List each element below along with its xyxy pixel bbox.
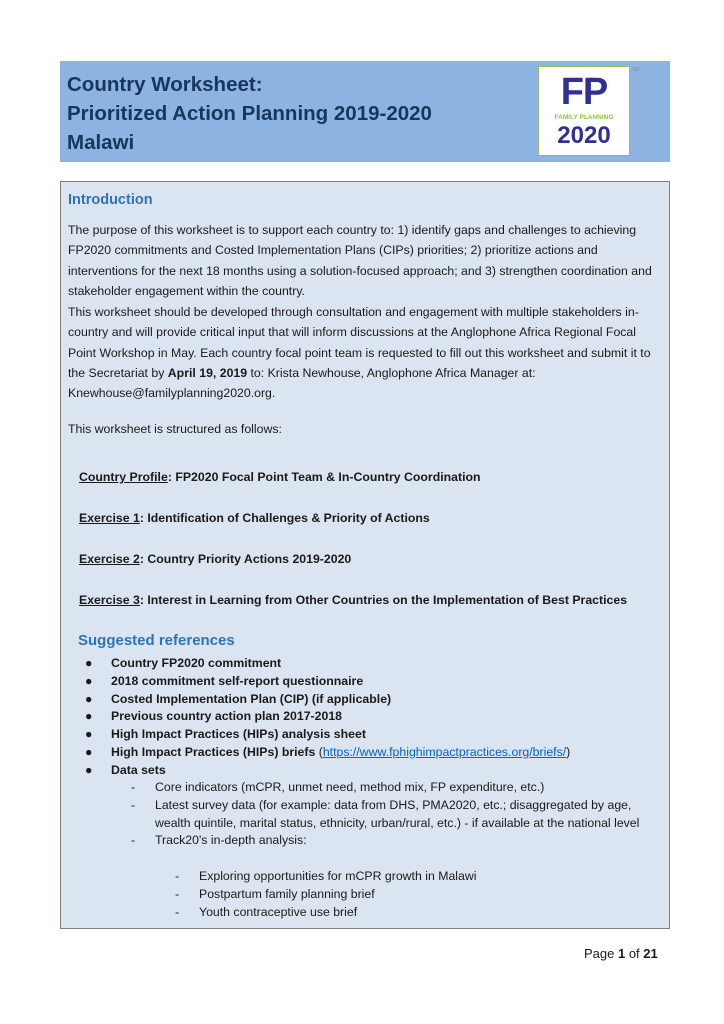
list-item-text: High Impact Practices (HIPs) briefs: [111, 744, 316, 759]
suggested-references-heading: Suggested references: [78, 632, 235, 649]
list-item-text: Core indicators (mCPR, unmet need, method mix, FP expenditure, etc.): [155, 780, 545, 794]
dash-icon: -: [175, 869, 180, 883]
total-pages: 21: [643, 946, 658, 961]
intro-paragraph-1: The purpose of this worksheet is to support each country to: 1) identify gaps and challenges to achieving FP2020 commitments and Costed Implementation Plans (CIPs) priorities; 2) prioritize actions and interventions for the next 18 months using a solution-focused approach; and 3) strengthen coordination and stakeholder engagement within the country.: [68, 223, 652, 298]
dash-icon: -: [131, 797, 136, 812]
list-item-text: Track20's in-depth analysis:: [155, 833, 307, 848]
list-item: [175, 868, 645, 886]
link-paren-close: ): [566, 744, 571, 759]
current-page: 1: [617, 946, 626, 961]
intro-paragraph-3: This worksheet is structured as follows:: [68, 422, 282, 436]
structure-item-exercise-3: [79, 591, 627, 609]
document-title: [67, 70, 432, 157]
structure-text: : FP2020 Focal Point Team & In-Country Coordination: [167, 470, 481, 484]
list-item: [131, 779, 651, 797]
hips-briefs-link[interactable]: https://www.fphighimpactpractices.org/briefs/: [322, 744, 567, 759]
list-item-text: Country FP2020 commitment: [111, 656, 282, 670]
deadline-date: April 19, 2019: [167, 365, 248, 380]
list-item: [85, 673, 570, 691]
list-item-text: Previous country action plan 2017-2018: [111, 709, 342, 724]
list-item: [85, 655, 570, 673]
list-item: [131, 832, 651, 850]
bullet-icon: ●: [85, 673, 93, 688]
data-sets-list: [131, 779, 651, 850]
list-item-text: 2018 commitment self-report questionnaire: [111, 673, 364, 688]
intro-p2-text: This worksheet should be developed through consultation and engagement with multiple stakeholders in-country and will provide critical input that will inform discussions at the Anglophone Africa Regional Focal Point Workshop in May. Each country focal point team is requested to fill out this worksheet and submit it to the Secretariat by: [68, 305, 651, 380]
title-banner: [60, 61, 670, 162]
structure-text: : Identification of Challenges & Priority of Actions: [139, 511, 430, 525]
dash-icon: -: [131, 833, 136, 848]
bullet-icon: ●: [85, 656, 93, 670]
logo-year-text: 2020: [557, 122, 611, 149]
structure-text: : Interest in Learning from Other Countries on the Implementation of Best Practices: [139, 593, 628, 607]
of-word: of: [625, 946, 644, 961]
list-item: [85, 691, 570, 709]
bullet-icon: ●: [85, 727, 93, 742]
list-item-text: Costed Implementation Plan (CIP) (if applicable): [111, 691, 392, 706]
list-item: [85, 726, 570, 744]
list-item: [85, 762, 570, 780]
structure-label: Exercise 1: [79, 511, 140, 525]
list-item-text: Latest survey data (for example: data from DHS, PMA2020, etc.; disaggregated by age, wealth quintile, marital status, ethnicity, urban/rural, etc.) - if available at the national level: [155, 797, 640, 830]
dash-icon: -: [131, 780, 136, 794]
logo-fp-text: FP: [560, 71, 608, 113]
structure-item-exercise-2: [79, 550, 351, 568]
references-list: [85, 655, 570, 780]
list-item: [85, 744, 570, 762]
list-item: [85, 708, 570, 726]
bullet-icon: ●: [85, 691, 93, 706]
trademark-mark: TM: [632, 67, 640, 73]
list-item-text: Exploring opportunities for mCPR growth in Malawi: [199, 869, 477, 883]
dash-icon: -: [175, 904, 180, 919]
logo-family-planning-text: FAMILY PLANNING: [554, 114, 614, 121]
introduction-box: [60, 181, 670, 929]
page-number: [584, 945, 658, 963]
list-item: [175, 886, 645, 904]
title-line-3: Malawi: [67, 131, 135, 154]
fp2020-logo: [538, 66, 630, 156]
list-item: [131, 797, 651, 833]
title-line-2: Prioritized Action Planning 2019-2020: [67, 102, 432, 125]
bullet-icon: ●: [85, 709, 93, 724]
bullet-icon: ●: [85, 762, 93, 777]
dash-icon: -: [175, 886, 180, 901]
intro-paragraph-2: [68, 302, 664, 403]
structure-label: Country Profile: [79, 470, 168, 484]
structure-label: Exercise 2: [79, 552, 140, 566]
title-line-1: Country Worksheet:: [67, 73, 263, 96]
page-word: Page: [584, 946, 618, 961]
bullet-icon: ●: [85, 744, 93, 759]
structure-text: : Country Priority Actions 2019-2020: [139, 552, 352, 566]
list-item: [175, 904, 645, 922]
intro-p2-contact: to: Krista Newhouse, Anglophone Africa Manager at: Knewhouse@familyplanning2020.org.: [68, 365, 536, 401]
list-item-text: Data sets: [111, 762, 166, 777]
structure-item-exercise-1: [79, 509, 430, 527]
list-item-text: Postpartum family planning brief: [199, 886, 375, 901]
list-item-text: High Impact Practices (HIPs) analysis sheet: [111, 727, 366, 742]
structure-item-country-profile: [79, 468, 481, 486]
introduction-heading: Introduction: [68, 192, 153, 208]
link-paren-open: (: [315, 744, 323, 759]
track20-analysis-list: [175, 868, 645, 921]
structure-label: Exercise 3: [79, 593, 140, 607]
list-item-text: Youth contraceptive use brief: [199, 904, 358, 919]
